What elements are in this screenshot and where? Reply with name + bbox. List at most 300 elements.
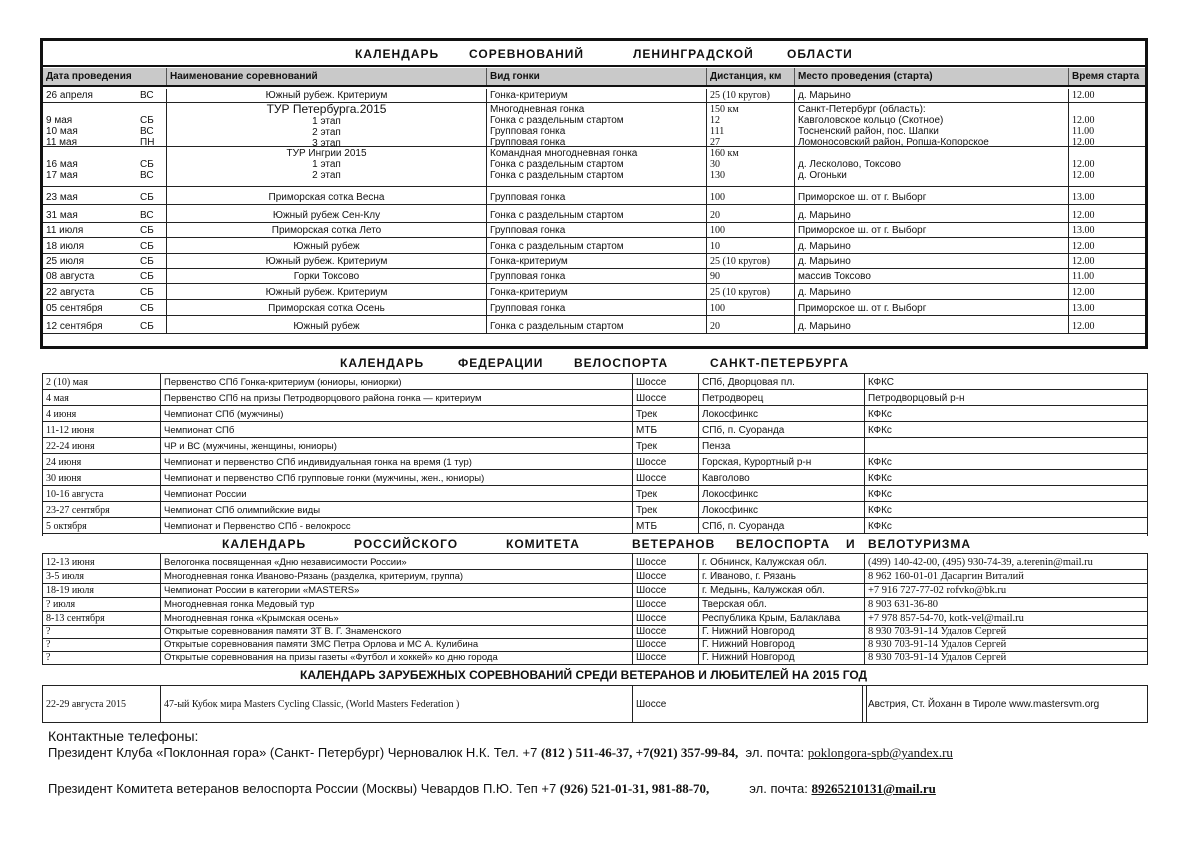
cell-line: 11 июля СБ [46,225,154,236]
cell-event [161,454,633,469]
cell-text: ? [46,639,51,650]
cell-date [43,502,161,517]
cell-text: ЧР и ВС (мужчины, женщины, юниоры) [164,441,337,452]
cell-text: Локосфинкс [702,409,758,420]
cell-text: Чемпионат и Первенство СПб - велокросс [164,521,351,532]
weekday: ВС [140,90,154,101]
cell-event [161,422,633,437]
cell-types [487,316,707,333]
cell-line: 12.00 [1072,321,1095,332]
weekday: СБ [140,271,154,282]
cell-text: (499) 140-42-00, (495) 930-74-39, a.terenin@mail.ru [868,557,1093,568]
cell-dist [707,147,795,186]
cell-discipline [633,454,699,469]
cell-types [487,223,707,237]
cell-date [43,584,161,597]
cell-place [699,454,865,469]
cell-types [487,238,707,253]
cell-date [43,554,161,569]
cell-discipline [633,518,699,533]
table-row [43,652,1147,665]
cell-dates [43,316,167,333]
cell-types [487,89,707,102]
cell-text: Чемпионат СПб олимпийские виды [164,505,321,516]
cell-names [167,269,487,283]
cell-time [1069,103,1145,146]
cell-line: 100 [710,192,725,203]
cell-names [167,187,487,204]
cell-text: Трек [636,441,658,452]
cell-names [167,284,487,299]
cell-organizer [865,518,1149,533]
cell-line: 12.00 [1072,287,1095,298]
foreign-calendar [42,685,1148,723]
cell-event [161,374,633,389]
weekday: СБ [140,159,154,170]
cell-date [43,598,161,611]
cell-line: 150 км [710,104,739,115]
cell-place [699,422,865,437]
spb-title [0,356,1200,372]
cell-types [487,269,707,283]
cell-dates [43,89,167,102]
cell-discipline [633,686,863,722]
cell-discipline [633,390,699,405]
cell-place [699,502,865,517]
cell-time [1069,187,1145,204]
cell-date [43,406,161,421]
cell-line: 160 км [710,148,739,159]
cell-time [1069,254,1145,268]
cell-text: 8 930 703-91-14 Удалов Сергей [868,639,1007,650]
cell-date [43,639,161,651]
cell-time [1069,269,1145,283]
cell-line: 100 [710,303,725,314]
cell-line [798,148,1068,159]
cell-discipline [633,598,699,611]
cell-date [43,390,161,405]
foreign-title-text: КАЛЕНДАРЬ ЗАРУБЕЖНЫХ СОРЕВНОВАНИЙ СРЕДИ ВЕТЕРАНОВ И ЛЮБИТЕЛЕЙ НА 2015 ГОД [300,668,868,682]
contact-phone: (812 ) 511-46-37, +7(921) 357-99-84, [540,745,739,760]
cell-contact [865,584,1149,597]
cell-names [167,316,487,333]
table-row [43,147,1145,187]
cell-event [161,406,633,421]
cell-line: 2 этап [312,127,341,138]
cell-discipline [633,639,699,651]
cell-text: ? [46,652,51,663]
cell-dist [707,103,795,146]
cell-text: КФКс [868,521,892,532]
cell-text: Шоссе [636,599,667,610]
cell-dist [707,284,795,299]
cell-event [161,652,633,664]
rus-calendar [42,553,1148,665]
table-row [43,187,1145,205]
cell-line: Приморская сотка Осень [268,303,385,314]
cell-event [161,390,633,405]
cell-line: Южный рубеж [293,241,360,252]
cell-text: Шоссе [636,626,667,637]
cell-date [43,470,161,485]
weekday: СБ [140,321,154,332]
cell-text: МТБ [636,425,658,436]
table-row [43,518,1147,534]
cell-text: 8-13 сентября [46,613,105,624]
cell-line: 31 мая ВС [46,210,154,221]
cell-line: 20 [710,321,720,332]
cell-place [699,374,865,389]
cell-line: 12.00 [1072,170,1095,181]
cell-line: Гонка-критериум [490,256,568,267]
cell-event [161,502,633,517]
cell-types [487,205,707,222]
cell-line: Южный рубеж. Критериум [265,90,388,101]
cell-place [795,205,1069,222]
cell-event [161,686,633,722]
cell-text: Шоссе [636,652,667,663]
cell-names [167,147,487,186]
title-word: ВЕТЕРАНОВ [632,537,716,551]
cell-text: 22-24 июня [46,441,95,452]
cell-text: Шоссе [636,585,667,596]
cell-line: 3 этап [312,138,341,146]
cell-place [699,406,865,421]
cell-dates [43,187,167,204]
table-row [43,269,1145,284]
cell-dates [43,205,167,222]
table-row [43,406,1147,422]
cell-discipline [633,406,699,421]
cell-line: 130 [710,170,725,181]
cell-contact [865,570,1149,583]
table-row [43,390,1147,406]
cell-text: 4 июня [46,409,77,420]
cell-dist [707,223,795,237]
cell-text: Петродворцовый р-н [868,393,965,404]
table-row [43,686,1147,723]
cell-discipline [633,652,699,664]
cell-line: д. Марьино [798,90,851,101]
table-row [43,598,1147,612]
cell-date [43,422,161,437]
cell-place [699,598,865,611]
cell-contact [865,626,1149,638]
cell-text: 4 мая [46,393,69,404]
table-row [43,639,1147,652]
cell-names [167,223,487,237]
foreign-rows [43,686,1147,724]
title-word: РОССИЙСКОГО [354,537,459,551]
title-word: ВЕЛОТУРИЗМА [868,537,972,551]
table-row [43,502,1147,518]
title-word: САНКТ-ПЕТЕРБУРГА [710,356,850,370]
cell-date [43,626,161,638]
table-row [43,612,1147,626]
cell-time [1069,89,1145,102]
table-row [43,470,1147,486]
cell-date [43,686,161,722]
cell-line: Групповая гонка [490,137,566,146]
cell-event [161,584,633,597]
cell-discipline [633,554,699,569]
cell-line: 2 этап [312,170,341,181]
cell-organizer [865,470,1149,485]
cell-text: КФКс [868,473,892,484]
cell-text: СПб, Дворцовая пл. [702,377,795,388]
cell-line: Санкт-Петербург (область): [798,104,926,115]
title-word: ЛЕНИНГРАДСКОЙ [633,47,754,61]
contact-email-link[interactable]: poklongora-spb@yandex.ru [807,745,953,760]
cell-line: 10 [710,241,720,252]
cell-text: Открытые соревнования памяти ЗТ В. Г. Знаменского [164,626,402,637]
cell-line: Гонка с раздельным стартом [490,321,624,332]
cell-text: 22-29 августа 2015 [46,698,126,710]
cell-line: Южный рубеж Сен-Клу [272,210,381,221]
cell-text: 5 октября [46,521,87,532]
cell-text: Трек [636,489,658,500]
cell-place [699,626,865,638]
cell-dates [43,103,167,146]
cell-line: 30 [710,159,720,170]
cell-text: Локосфинкс [702,505,758,516]
cell-text: Пенза [702,441,731,452]
cell-place [699,584,865,597]
contact-line-2 [48,781,953,797]
cell-text: Первенство СПб Гонка-критериум (юниоры, юниорки) [164,377,402,388]
table-row [43,626,1147,639]
cell-text: Велогонка посвященная «Дню независимости России» [164,557,407,568]
cell-text: МТБ [636,521,658,532]
weekday: ВС [140,170,154,181]
cell-text: 30 июня [46,473,82,484]
cell-names [167,103,487,146]
cell-types [487,300,707,315]
cell-line: 25 июля СБ [46,256,154,267]
cell-text: КФКс [868,457,892,468]
cell-text: Шоссе [636,613,667,624]
cell-event [161,626,633,638]
cell-event [161,518,633,533]
title-word: КОМИТЕТА [506,537,580,551]
table-row [43,284,1145,300]
cell-text: 2 (10) мая [46,377,88,388]
cell-text: г. Иваново, г. Рязань [702,571,796,582]
cell-text: г. Медынь, Калужская обл. [702,585,825,596]
cell-organizer [865,374,1149,389]
title-word: ВЕЛОСПОРТА [736,537,831,551]
cell-discipline [633,374,699,389]
cell-line: 22 августа СБ [46,287,154,298]
cell-contact [865,639,1149,651]
cell-time [1069,147,1145,186]
cell-text: Первенство СПб на призы Петродворцового района гонка — критериум [164,393,482,404]
title-word: КАЛЕНДАРЬ [340,356,425,370]
cell-text: Открытые соревнования памяти ЗМС Петра Орлова и МС А. Кулибина [164,639,479,650]
cell-dist [707,269,795,283]
cell-text: КФКс [868,409,892,420]
weekday: СБ [140,115,154,126]
cell-line: Кавголовское кольцо (Скотное) [798,115,944,126]
cell-line: 27 [710,137,720,146]
weekday: СБ [140,192,154,203]
cell-dist [707,316,795,333]
cell-text: 8 930 703-91-14 Удалов Сергей [868,652,1007,663]
cell-line: д. Марьино [798,210,851,221]
cell-line: 25 (10 кругов) [710,256,770,267]
cell-text: ? июля [46,599,76,610]
cell-text: Г. Нижний Новгород [702,652,795,663]
cell-line: 11.00 [1072,271,1095,282]
cell-discipline [633,584,699,597]
contact-line-1 [48,745,953,761]
cell-names [167,205,487,222]
cell-text: 47-ый Кубок мира Masters Cycling Classic, (World Masters Federation ) [164,698,460,710]
cell-line: Гонка-критериум [490,287,568,298]
cell-organizer [865,438,1149,453]
cell-place [699,470,865,485]
cell-line: Южный рубеж. Критериум [265,256,388,267]
cell-text: Г. Нижний Новгород [702,639,795,650]
cell-organizer [865,390,1149,405]
table-row [43,238,1145,254]
cell-line: д. Марьино [798,241,851,252]
cell-names [167,238,487,253]
cell-line [46,148,166,159]
cell-line: д. Лесколово, Токсово [798,159,901,170]
table-row [43,570,1147,584]
header-date: Дата проведения [43,68,167,85]
cell-line: Южный рубеж [293,321,360,332]
cell-line: 9 мая СБ [46,115,154,126]
cell-types [487,284,707,299]
cell-place [865,686,1149,722]
cell-date [43,374,161,389]
leningrad-header [43,68,1145,87]
cell-date [43,612,161,625]
cell-place [699,390,865,405]
cell-line: 12.00 [1072,256,1095,267]
cell-line: 18 июля СБ [46,241,154,252]
header-type: Вид гонки [487,68,707,85]
cell-line: 90 [710,271,720,282]
cell-line: Гонка с раздельным стартом [490,210,624,221]
cell-place [795,223,1069,237]
title-word: ВЕЛОСПОРТА [574,356,669,370]
cell-line: д. Марьино [798,321,851,332]
title-word: ФЕДЕРАЦИИ [458,356,544,370]
cell-dist [707,254,795,268]
cell-line: Командная многодневная гонка [490,148,638,159]
contacts-heading: Контактные телефоны: [48,728,199,744]
cell-line: 13.00 [1072,225,1095,236]
header-time: Время старта [1072,71,1140,82]
cell-text: Шоссе [636,393,667,404]
title-word: КАЛЕНДАРЬ [222,537,307,551]
cell-date [43,652,161,664]
table-row [43,254,1145,269]
cell-line: д. Марьино [798,256,851,267]
cell-discipline [633,612,699,625]
cell-text: Открытые соревнования на призы газеты «Футбол и хоккей» ко дню города [164,652,498,663]
cell-line: ТУР Ингрии 2015 [286,148,367,159]
cell-line: Приморская сотка Весна [268,192,385,203]
cell-line [1072,148,1145,159]
spb-calendar [42,373,1148,536]
title-word: СОРЕВНОВАНИЙ [469,47,585,61]
cell-place [795,269,1069,283]
table-row [43,300,1145,316]
cell-line: 12.00 [1072,241,1095,252]
contact-email-link[interactable]: 89265210131@mail.ru [811,781,936,796]
cell-discipline [633,470,699,485]
cell-line: Гонка с раздельным стартом [490,115,624,126]
cell-place [699,518,865,533]
header-place: Место проведения (старта) [795,68,1069,85]
cell-line: 23 мая СБ [46,192,154,203]
cell-event [161,639,633,651]
weekday: СБ [140,241,154,252]
cell-date [43,454,161,469]
table-row [43,103,1145,147]
cell-time [1069,284,1145,299]
rus-rows [43,554,1147,666]
cell-text: Шоссе [636,377,667,388]
cell-line: Гонка с раздельным стартом [490,241,624,252]
cell-text: КФКс [868,489,892,500]
cell-text: Петродворец [702,393,764,404]
contacts [48,728,953,797]
cell-line: Многодневная гонка [490,104,585,115]
cell-line: 1 этап [312,116,341,127]
cell-text: +7 978 857-54-70, kotk-vel@mail.ru [868,613,1024,624]
weekday: СБ [140,303,154,314]
cell-line: Групповая гонка [490,271,566,282]
cell-contact [865,598,1149,611]
cell-types [487,254,707,268]
mail-label: эл. почта: [745,745,805,760]
cell-text: Многодневная гонка «Крымская осень» [164,613,339,624]
cell-text: Шоссе [636,639,667,650]
cell-names [167,300,487,315]
cell-event [161,554,633,569]
cell-line: Групповая гонка [490,126,566,137]
cell-line: 12.00 [1072,115,1095,126]
contact-text: Президент Клуба «Поклонная гора» (Санкт- Петербург) Черновалюк Н.К. Тел. +7 [48,745,541,760]
cell-names [167,254,487,268]
cell-text: Шоссе [636,557,667,568]
cell-text: СПб, п. Суоранда [702,521,785,532]
table-row [43,422,1147,438]
cell-text: Г. Нижний Новгород [702,626,795,637]
table-row [43,554,1147,570]
table-row [43,486,1147,502]
cell-text: 12-13 июня [46,557,95,568]
cell-text: Чемпионат России в категории «MASTERS» [164,585,360,596]
cell-dist [707,300,795,315]
cell-contact [865,554,1149,569]
cell-line: 12.00 [1072,137,1095,146]
cell-line: 11.00 [1072,126,1095,137]
cell-text: Республика Крым, Балаклава [702,613,841,624]
title-word: КАЛЕНДАРЬ [355,47,440,61]
table-row [43,374,1147,390]
cell-text: Австрия, Ст. Йоханн в Тироле www.mastersvm.org [868,698,1100,710]
cell-text: Трек [636,409,658,420]
cell-text: Тверская обл. [702,599,767,610]
cell-discipline [633,570,699,583]
contact-phone: (926) 521-01-31, 981-88-70, [559,781,710,796]
